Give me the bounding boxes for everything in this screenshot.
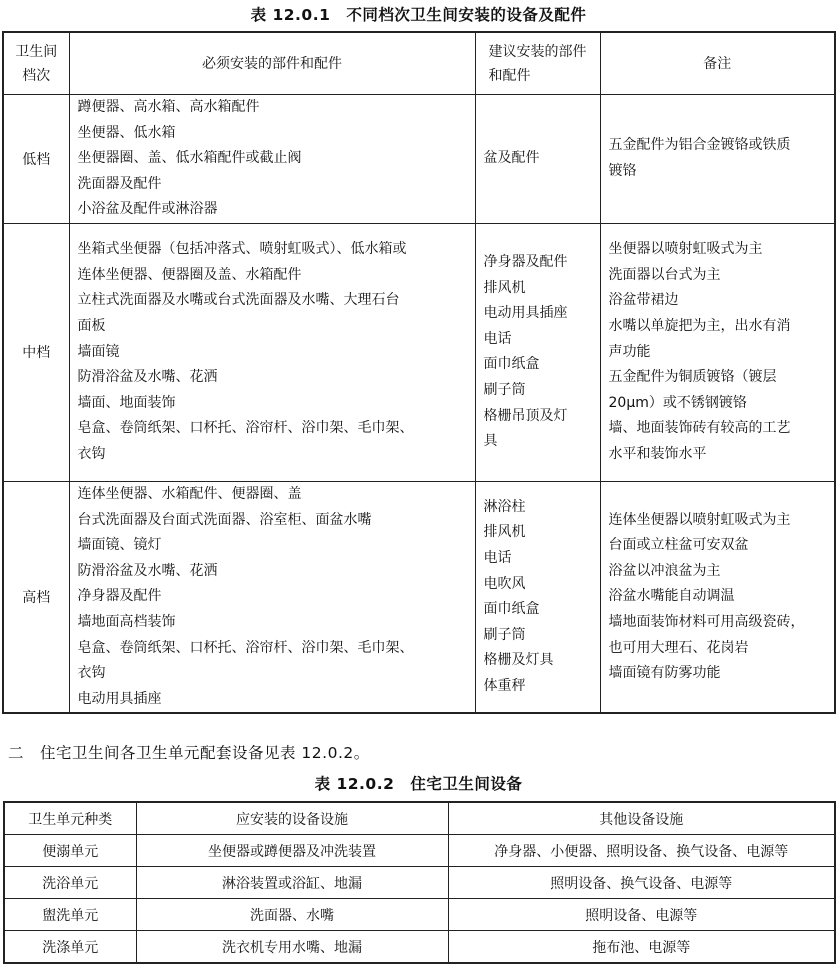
notes-line: 坐便器以喷射虹吸式为主 (608, 241, 763, 258)
suggested-cell (475, 481, 600, 713)
notes-line: 20μm）或不锈钢镀铬 (608, 394, 747, 411)
suggested-line: 电动用具插座 (483, 305, 568, 322)
notes-line: 浴盆以冲浪盆为主 (608, 562, 721, 579)
required-line: 立柱式洗面器及水嘴或台式洗面器及水嘴、大理石台 (77, 292, 400, 309)
notes-line: 墙、地面装饰砖有较高的工艺 (608, 420, 791, 437)
unit-required-cell: 淋浴装置或浴缸、地漏 (136, 867, 448, 899)
required-line: 墙面镜 (77, 343, 120, 360)
notes-cell (600, 223, 835, 481)
required-line: 坐箱式坐便器（包括冲落式、喷射虹吸式）、低水箱或 (77, 241, 407, 258)
required-line: 蹲便器、高水箱、高水箱配件 (77, 99, 260, 115)
table2-row (4, 867, 835, 899)
suggested-line: 格栅吊顶及灯 (483, 407, 568, 424)
required-line: 连体坐便器、水箱配件、便器圈、盖 (77, 486, 302, 503)
suggested-cell (475, 95, 600, 224)
table2-title: 表 12.0.2 住宅卫生间设备 (314, 775, 523, 793)
suggested-cell (475, 223, 600, 481)
table2-header-row (4, 802, 835, 835)
suggested-line: 面巾纸盒 (483, 601, 540, 618)
paragraph-2: 二 住宅卫生间各卫生单元配套设备见表 12.0.2。 (8, 744, 370, 762)
required-line: 衣钩 (77, 665, 106, 682)
notes-line: 也可用大理石、花岗岩 (608, 639, 749, 656)
table2-row (4, 899, 835, 931)
required-line: 小浴盆及配件或淋浴器 (77, 201, 218, 218)
suggested-line: 面巾纸盒 (483, 356, 540, 373)
header-other-equipment: 其他设备设施 (448, 802, 835, 835)
required-line: 净身器及配件 (77, 588, 162, 605)
notes-line: 水嘴以单旋把为主，出水有消 (608, 318, 791, 335)
notes-line: 洗面器以台式为主 (608, 266, 721, 283)
suggested-line: 盆及配件 (483, 150, 540, 167)
header-unit: 卫生单元种类 (4, 802, 136, 835)
notes-line: 五金配件为铝合金镀铬或铁质 (608, 137, 791, 154)
table1-row (3, 481, 835, 713)
grade-cell: 中档 (3, 223, 69, 481)
suggested-line: 体重秤 (483, 678, 526, 694)
notes-line: 声功能 (608, 343, 651, 360)
unit-unit-cell: 盥洗单元 (4, 899, 136, 931)
suggested-line: 排风机 (483, 279, 526, 296)
table1-row (3, 223, 835, 481)
suggested-line: 格栅及灯具 (483, 652, 554, 669)
unit-unit-cell: 便溺单元 (4, 835, 136, 867)
unit-required-cell: 坐便器或蹲便器及冲洗装置 (136, 835, 448, 867)
required-line: 面板 (77, 318, 106, 335)
suggested-line: 电话 (483, 330, 512, 347)
notes-cell (600, 481, 835, 713)
suggested-line: 刷子筒 (483, 626, 526, 643)
suggested-line: 电话 (483, 550, 512, 567)
required-line: 台式洗面器及台面式洗面器、浴室柜、面盆水嘴 (77, 511, 372, 528)
unit-unit-cell: 洗涤单元 (4, 931, 136, 964)
notes-line: 五金配件为铜质镀铬（镀层 (608, 369, 777, 386)
header-suggested: 建议安装的部件和配件 (475, 32, 600, 95)
unit-required-cell: 洗衣机专用水嘴、地漏 (136, 931, 448, 964)
required-line: 衣钩 (77, 446, 106, 463)
notes-line: 台面或立柱盆可安双盆 (608, 537, 749, 554)
required-line: 墙地面高档装饰 (77, 614, 176, 631)
table1-title: 表 12.0.1 不同档次卫生间安装的设备及配件 (250, 6, 587, 24)
grade-cell: 高档 (3, 481, 69, 713)
notes-cell (600, 95, 835, 224)
required-line: 防滑浴盆及水嘴、花洒 (77, 562, 218, 579)
notes-line: 连体坐便器以喷射虹吸式为主 (608, 511, 791, 528)
required-cell (69, 481, 475, 713)
grade-cell: 低档 (3, 95, 69, 224)
table1-header-row (3, 32, 835, 95)
unit-other-cell: 照明设备、电源等 (448, 899, 835, 931)
unit-other-cell: 照明设备、换气设备、电源等 (448, 867, 835, 899)
required-line: 电动用具插座 (77, 690, 162, 707)
header-required: 必须安装的部件和配件 (69, 32, 475, 95)
unit-required-cell: 洗面器、水嘴 (136, 899, 448, 931)
suggested-line: 电吹风 (483, 575, 526, 592)
required-line: 坐便器圈、盖、低水箱配件或截止阀 (77, 150, 302, 167)
table1-row (3, 95, 835, 224)
table2-row (4, 931, 835, 964)
required-line: 皂盒、卷筒纸架、口杯托、浴帘杆、浴巾架、毛巾架、 (77, 639, 414, 656)
suggested-line: 净身器及配件 (483, 254, 568, 271)
suggested-line: 排风机 (483, 524, 526, 541)
required-line: 墙面、地面装饰 (77, 394, 176, 411)
required-line: 皂盒、卷筒纸架、口杯托、浴帘杆、浴巾架、毛巾架、 (77, 420, 414, 437)
header-required-equipment: 应安装的设备设施 (136, 802, 448, 835)
suggested-line: 淋浴柱 (483, 498, 526, 515)
suggested-line: 刷子筒 (483, 382, 526, 399)
required-line: 坐便器、低水箱 (77, 124, 176, 141)
required-cell (69, 95, 475, 224)
table2-row (4, 835, 835, 867)
notes-line: 墙面镜有防雾功能 (608, 665, 721, 682)
notes-line: 浴盆带裙边 (608, 292, 679, 309)
suggested-line: 具 (483, 433, 498, 450)
notes-line: 浴盆水嘴能自动调温 (608, 588, 735, 605)
notes-line: 水平和装饰水平 (608, 446, 707, 463)
table2 (3, 801, 836, 964)
required-line: 洗面器及配件 (77, 175, 162, 192)
unit-other-cell: 净身器、小便器、照明设备、换气设备、电源等 (448, 835, 835, 867)
header-grade: 卫生间档次 (3, 32, 69, 95)
header-notes: 备注 (600, 32, 835, 95)
required-line: 防滑浴盆及水嘴、花洒 (77, 369, 218, 386)
unit-other-cell: 拖布池、电源等 (448, 931, 835, 964)
required-line: 连体坐便器、便器圈及盖、水箱配件 (77, 266, 302, 283)
notes-line: 镀铬 (608, 162, 637, 179)
required-line: 墙面镜、镜灯 (77, 537, 162, 554)
unit-unit-cell: 洗浴单元 (4, 867, 136, 899)
notes-line: 墙地面装饰材料可用高级瓷砖， (608, 614, 805, 631)
table1 (2, 31, 836, 714)
required-cell (69, 223, 475, 481)
